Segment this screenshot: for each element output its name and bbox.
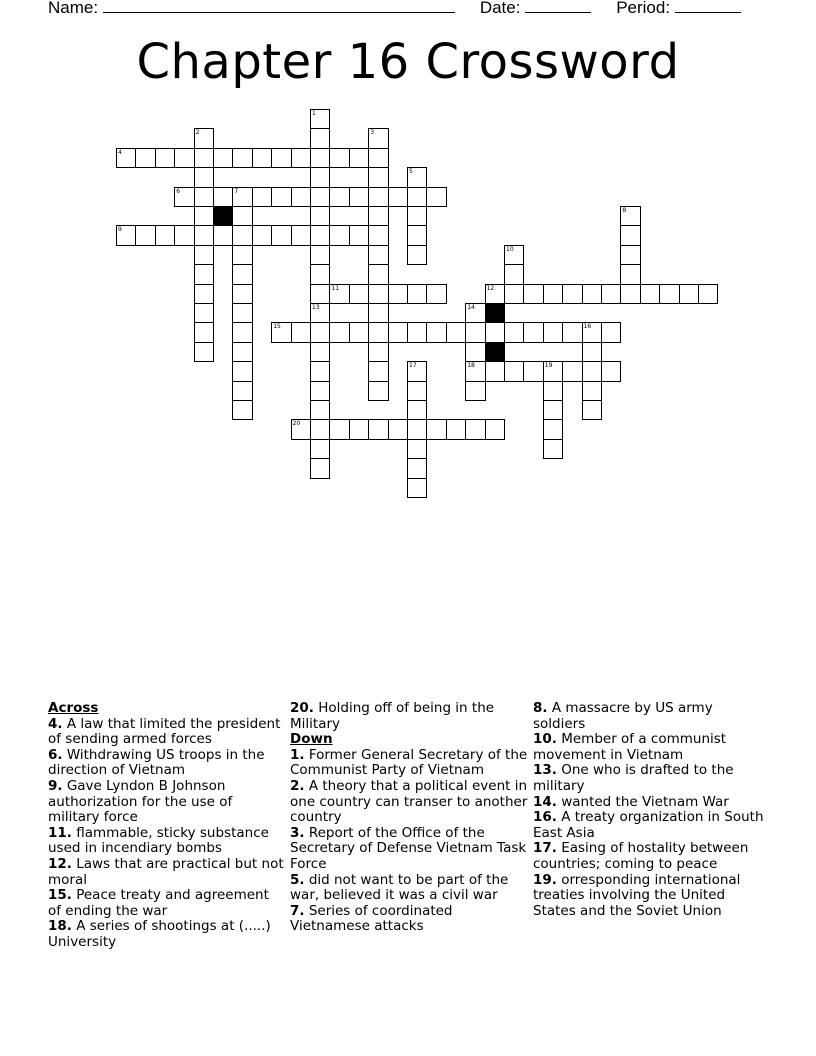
clue-item	[290, 873, 530, 904]
crossword-cell[interactable]	[310, 128, 330, 148]
crossword-cell[interactable]	[213, 148, 233, 168]
crossword-cell[interactable]	[213, 225, 233, 245]
crossword-cell[interactable]	[485, 361, 505, 381]
crossword-cell[interactable]	[465, 342, 485, 362]
clue-text: Laws that are practical but not moral	[48, 855, 284, 888]
crossword-cell[interactable]	[232, 322, 252, 342]
crossword-cell[interactable]	[698, 284, 718, 304]
clue-text: A law that limited the president of sending armed forces	[48, 715, 281, 748]
crossword-cell[interactable]	[271, 148, 291, 168]
clue-text: Peace treaty and agreement of ending the war	[48, 887, 269, 919]
clue-item	[48, 919, 284, 950]
crossword-cell[interactable]	[368, 264, 388, 284]
clue-item	[533, 701, 769, 732]
cell-number: 5	[409, 168, 413, 176]
crossword-cell[interactable]	[194, 167, 214, 187]
crossword-cell[interactable]	[504, 284, 524, 304]
crossword-cell[interactable]	[620, 225, 640, 245]
blocked-square	[213, 206, 233, 226]
crossword-cell[interactable]	[620, 264, 640, 284]
crossword-cell[interactable]	[485, 284, 505, 304]
cell-number: 13	[312, 304, 320, 311]
clue-item	[290, 826, 530, 873]
crossword-cell[interactable]	[174, 225, 194, 245]
clue-number: 17.	[533, 840, 557, 857]
clue-number: 3.	[290, 824, 305, 841]
crossword-cell[interactable]	[465, 303, 485, 323]
crossword-cell[interactable]	[407, 225, 427, 245]
crossword-cell[interactable]	[426, 284, 446, 304]
clue-number: 7.	[290, 902, 305, 919]
crossword-cell[interactable]	[562, 284, 582, 304]
cell-number: 19	[544, 362, 553, 370]
crossword-cell[interactable]	[601, 284, 621, 304]
crossword-cell[interactable]	[620, 206, 640, 226]
clue-number: 19.	[533, 871, 557, 888]
crossword-cell[interactable]	[523, 361, 543, 381]
crossword-cell[interactable]	[504, 245, 524, 265]
crossword-cell[interactable]	[232, 206, 252, 226]
crossword-cell[interactable]	[582, 284, 602, 304]
name-label: Name:	[48, 0, 99, 17]
crossword-cell[interactable]	[252, 187, 272, 207]
crossword-cell[interactable]	[368, 361, 388, 381]
crossword-cell[interactable]	[349, 419, 369, 439]
clue-item	[533, 873, 769, 920]
cell-number: 6	[176, 187, 181, 195]
crossword-cell[interactable]	[407, 167, 427, 187]
crossword-cell[interactable]	[485, 322, 505, 342]
clue-item	[48, 888, 284, 919]
clue-item	[533, 795, 769, 811]
clue-column-3	[533, 701, 769, 919]
clue-item	[290, 701, 530, 732]
crossword-cell[interactable]	[116, 225, 136, 245]
crossword-cell[interactable]	[465, 322, 485, 342]
clue-text: orresponding international treaties involving the United States and the Soviet Union	[533, 871, 741, 919]
crossword-cell[interactable]	[407, 187, 427, 207]
section-heading: Across	[48, 700, 99, 716]
crossword-cell[interactable]	[291, 187, 311, 207]
crossword-cell[interactable]	[368, 167, 388, 187]
period-label: Period:	[616, 0, 671, 17]
crossword-cell[interactable]	[465, 419, 485, 439]
crossword-cell[interactable]	[543, 322, 563, 342]
crossword-cell[interactable]	[271, 225, 291, 245]
page-title: Chapter 16 Crossword	[136, 34, 680, 90]
crossword-cell[interactable]	[407, 322, 427, 342]
crossword-cell[interactable]	[174, 187, 194, 207]
crossword-cell[interactable]	[407, 381, 427, 401]
crossword-grid	[0, 0, 816, 520]
blocked-square	[485, 342, 505, 362]
clue-number: 1.	[290, 746, 305, 763]
crossword-cell[interactable]	[562, 361, 582, 381]
crossword-cell[interactable]	[116, 148, 136, 168]
crossword-cell[interactable]	[543, 439, 563, 459]
crossword-cell[interactable]	[194, 284, 214, 304]
clue-number: 4.	[48, 715, 63, 732]
clue-number: 18.	[48, 918, 72, 935]
clue-item	[290, 904, 530, 935]
crossword-cell[interactable]	[620, 245, 640, 265]
clue-item	[48, 826, 284, 857]
crossword-cell[interactable]	[620, 284, 640, 304]
crossword-cell[interactable]	[368, 206, 388, 226]
cell-number: 4	[118, 148, 122, 156]
clue-text: flammable, sticky substance used in incendiary bombs	[48, 824, 269, 857]
cell-number: 11	[331, 284, 340, 292]
clue-number: 8.	[533, 700, 548, 716]
crossword-cell[interactable]	[407, 458, 427, 478]
crossword-cell[interactable]	[155, 148, 175, 168]
crossword-cell[interactable]	[310, 361, 330, 381]
crossword-cell[interactable]	[504, 264, 524, 284]
crossword-cell[interactable]	[368, 381, 388, 401]
clue-number: 6.	[48, 746, 63, 763]
crossword-cell[interactable]	[232, 342, 252, 362]
crossword-cell[interactable]	[426, 322, 446, 342]
crossword-cell[interactable]	[310, 167, 330, 187]
crossword-cell[interactable]	[310, 148, 330, 168]
crossword-cell[interactable]	[543, 284, 563, 304]
crossword-cell[interactable]	[368, 284, 388, 304]
clue-number: 10.	[533, 731, 557, 748]
crossword-cell[interactable]	[310, 342, 330, 362]
crossword-cell[interactable]	[310, 303, 330, 323]
crossword-cell[interactable]	[232, 361, 252, 381]
clue-item	[48, 748, 284, 779]
crossword-cell[interactable]	[368, 148, 388, 168]
clue-number: 11.	[48, 824, 72, 841]
clue-column-2	[290, 701, 530, 935]
crossword-cell[interactable]	[271, 322, 291, 342]
crossword-cell[interactable]	[174, 148, 194, 168]
crossword-cell[interactable]	[523, 322, 543, 342]
crossword-cell[interactable]	[368, 322, 388, 342]
crossword-cell[interactable]	[310, 109, 330, 129]
crossword-cell[interactable]	[232, 303, 252, 323]
crossword-cell[interactable]	[155, 225, 175, 245]
crossword-cell[interactable]	[252, 148, 272, 168]
crossword-cell[interactable]	[368, 342, 388, 362]
clue-item	[290, 748, 530, 779]
cell-number: 8	[622, 207, 627, 214]
crossword-cell[interactable]	[388, 419, 408, 439]
crossword-cell[interactable]	[291, 419, 311, 439]
clue-text: A treaty organization in South East Asia	[533, 809, 764, 841]
clue-text: A massacre by US army soldiers	[533, 700, 713, 732]
crossword-cell[interactable]	[349, 225, 369, 245]
crossword-cell[interactable]	[582, 381, 602, 401]
cell-number: 16	[583, 323, 592, 331]
crossword-cell[interactable]	[407, 400, 427, 420]
crossword-cell[interactable]	[252, 225, 272, 245]
crossword-cell[interactable]	[543, 419, 563, 439]
crossword-cell[interactable]	[388, 187, 408, 207]
clue-number: 20.	[290, 700, 314, 716]
crossword-cell[interactable]	[640, 284, 660, 304]
crossword-cell[interactable]	[407, 284, 427, 304]
crossword-cell[interactable]	[523, 284, 543, 304]
blocked-square	[485, 303, 505, 323]
cell-number: 3	[370, 129, 375, 137]
crossword-cell[interactable]	[329, 322, 349, 342]
cell-number: 18	[467, 362, 475, 370]
crossword-cell[interactable]	[349, 284, 369, 304]
cell-number: 2	[195, 129, 200, 137]
crossword-cell[interactable]	[310, 322, 330, 342]
crossword-cell[interactable]	[291, 322, 311, 342]
crossword-cell[interactable]	[310, 419, 330, 439]
crossword-cell[interactable]	[446, 322, 466, 342]
crossword-cell[interactable]	[194, 322, 214, 342]
crossword-cell[interactable]	[232, 381, 252, 401]
crossword-cell[interactable]	[679, 284, 699, 304]
crossword-cell[interactable]	[194, 264, 214, 284]
crossword-cell[interactable]	[543, 381, 563, 401]
crossword-cell[interactable]	[194, 206, 214, 226]
crossword-cell[interactable]	[426, 419, 446, 439]
clue-number: 9.	[48, 777, 63, 794]
crossword-cell[interactable]	[368, 419, 388, 439]
crossword-cell[interactable]	[582, 322, 602, 342]
clue-item	[533, 763, 769, 794]
crossword-cell[interactable]	[310, 206, 330, 226]
clue-text: Holding off of being in the Military	[290, 700, 495, 732]
crossword-cell[interactable]	[329, 419, 349, 439]
clue-text: Member of a communist movement in Vietnam	[533, 731, 727, 763]
crossword-cell[interactable]	[329, 148, 349, 168]
crossword-cell[interactable]	[194, 225, 214, 245]
clue-number: 12.	[48, 855, 72, 872]
cell-number: 9	[118, 226, 122, 234]
crossword-cell[interactable]	[388, 284, 408, 304]
clue-number: 2.	[290, 777, 305, 794]
crossword-cell[interactable]	[582, 342, 602, 362]
clue-text: Former General Secretary of the Communist Party of Vietnam	[290, 746, 528, 779]
crossword-cell[interactable]	[310, 187, 330, 207]
cell-number: 12	[486, 284, 495, 292]
crossword-cell[interactable]	[659, 284, 679, 304]
clue-number: 15.	[48, 887, 72, 904]
crossword-cell[interactable]	[329, 225, 349, 245]
clue-item	[290, 779, 530, 826]
crossword-cell[interactable]	[485, 419, 505, 439]
crossword-cell[interactable]	[194, 303, 214, 323]
cell-number: 17	[409, 362, 417, 370]
crossword-cell[interactable]	[407, 439, 427, 459]
crossword-cell[interactable]	[310, 458, 330, 478]
crossword-cell[interactable]	[310, 264, 330, 284]
crossword-cell[interactable]	[291, 225, 311, 245]
crossword-cell[interactable]	[543, 400, 563, 420]
clue-item	[533, 841, 769, 872]
crossword-cell[interactable]	[407, 206, 427, 226]
crossword-cell[interactable]	[310, 400, 330, 420]
crossword-cell[interactable]	[194, 187, 214, 207]
crossword-cell[interactable]	[368, 245, 388, 265]
crossword-cell[interactable]	[582, 361, 602, 381]
crossword-cell[interactable]	[426, 187, 446, 207]
clue-text: A series of shootings at (.....) University	[48, 918, 271, 950]
clue-item	[533, 732, 769, 763]
clue-number: 14.	[533, 793, 557, 810]
clue-number: 5.	[290, 871, 305, 888]
crossword-cell[interactable]	[504, 322, 524, 342]
crossword-cell[interactable]	[349, 148, 369, 168]
clue-text: Easing of hostality between countries; coming to peace	[533, 840, 749, 872]
crossword-cell[interactable]	[232, 400, 252, 420]
crossword-cell[interactable]	[310, 439, 330, 459]
section-heading: Down	[290, 731, 333, 748]
crossword-cell[interactable]	[310, 245, 330, 265]
crossword-cell[interactable]	[194, 342, 214, 362]
crossword-cell[interactable]	[504, 361, 524, 381]
clue-text: Gave Lyndon B Johnson authorization for the use of military force	[48, 777, 233, 826]
crossword-cell[interactable]	[465, 381, 485, 401]
crossword-cell[interactable]	[582, 400, 602, 420]
clue-text: One who is drafted to the military	[533, 762, 734, 794]
crossword-cell[interactable]	[232, 264, 252, 284]
clue-item	[533, 810, 769, 841]
cell-number: 14	[467, 304, 475, 311]
clue-number: 13.	[533, 762, 557, 779]
clue-item	[48, 857, 284, 888]
crossword-cell[interactable]	[135, 225, 155, 245]
cell-number: 20	[292, 420, 301, 428]
clue-number: 16.	[533, 809, 557, 826]
clue-text: Report of the Office of the Secretary of Defense Vietnam Task Force	[290, 824, 527, 872]
crossword-cell[interactable]	[329, 187, 349, 207]
crossword-cell[interactable]	[329, 284, 349, 304]
crossword-cell[interactable]	[407, 419, 427, 439]
clue-item	[48, 717, 284, 748]
crossword-cell[interactable]	[349, 187, 369, 207]
clue-text: Series of coordinated Vietnamese attacks	[290, 902, 453, 935]
date-label: Date:	[479, 0, 521, 17]
crossword-cell[interactable]	[349, 322, 369, 342]
crossword-cell[interactable]	[291, 148, 311, 168]
clue-text: A theory that a political event in one country can transer to another country	[290, 777, 528, 826]
clue-item	[48, 779, 284, 826]
crossword-cell[interactable]	[407, 478, 427, 498]
crossword-cell[interactable]	[232, 187, 252, 207]
crossword-cell[interactable]	[601, 361, 621, 381]
crossword-cell[interactable]	[310, 225, 330, 245]
cell-number: 15	[273, 323, 281, 331]
crossword-cell[interactable]	[368, 303, 388, 323]
crossword-cell[interactable]	[407, 361, 427, 381]
crossword-cell[interactable]	[368, 187, 388, 207]
clue-text: Withdrawing US troops in the direction of Vietnam	[48, 746, 265, 779]
crossword-cell[interactable]	[271, 187, 291, 207]
crossword-cell[interactable]	[232, 245, 252, 265]
clue-column-1	[48, 701, 284, 951]
crossword-cell[interactable]	[310, 284, 330, 304]
crossword-cell[interactable]	[213, 187, 233, 207]
crossword-cell[interactable]	[194, 128, 214, 148]
crossword-cell[interactable]	[232, 148, 252, 168]
cell-number: 1	[312, 110, 316, 117]
clue-text: did not want to be part of the war, believed it was a civil war	[290, 871, 509, 904]
crossword-cell[interactable]	[368, 225, 388, 245]
clue-text: wanted the Vietnam War	[556, 793, 729, 810]
crossword-cell[interactable]	[543, 361, 563, 381]
crossword-cell[interactable]	[232, 225, 252, 245]
cell-number: 10	[506, 245, 514, 253]
crossword-cell[interactable]	[194, 245, 214, 265]
crossword-cell[interactable]	[194, 148, 214, 168]
crossword-cell[interactable]	[232, 284, 252, 304]
crossword-cell[interactable]	[135, 148, 155, 168]
crossword-cell[interactable]	[465, 361, 485, 381]
crossword-cell[interactable]	[310, 381, 330, 401]
crossword-cell[interactable]	[562, 322, 582, 342]
crossword-cell[interactable]	[601, 322, 621, 342]
crossword-cell[interactable]	[368, 128, 388, 148]
crossword-cell[interactable]	[407, 245, 427, 265]
crossword-cell[interactable]	[446, 419, 466, 439]
cell-number: 7	[234, 187, 239, 195]
crossword-cell[interactable]	[388, 322, 408, 342]
